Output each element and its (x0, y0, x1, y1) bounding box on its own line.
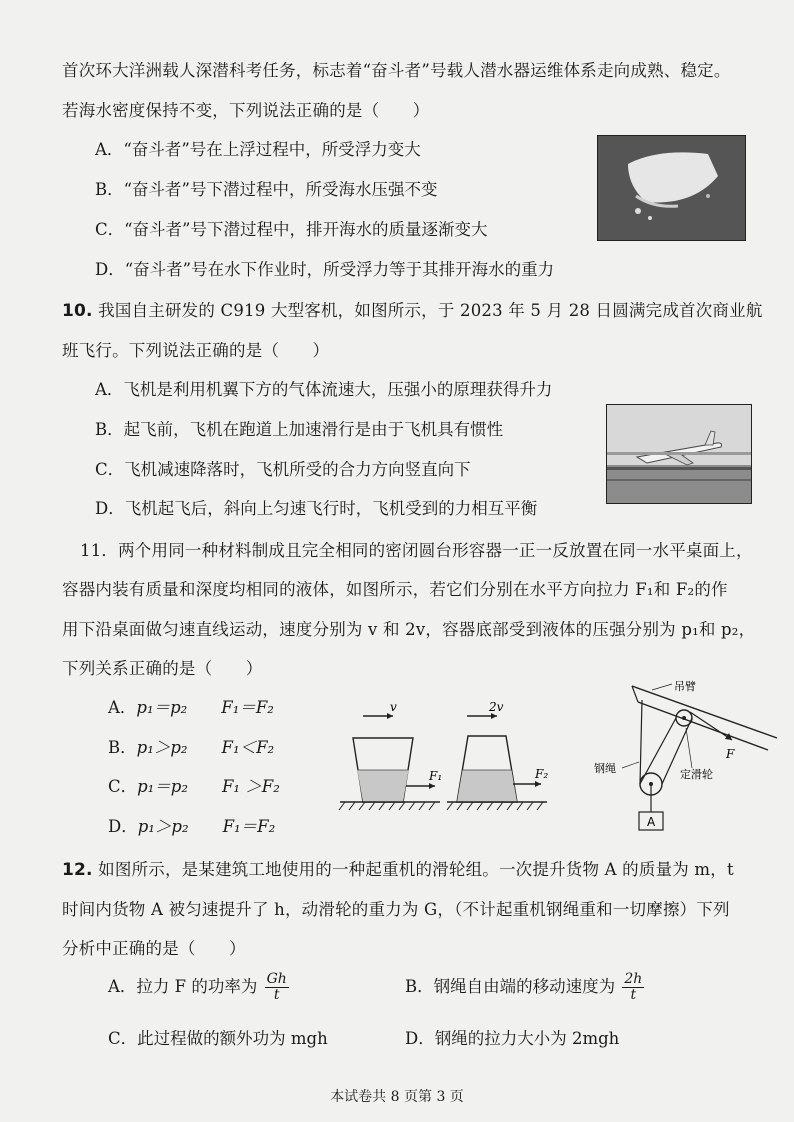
q10-text1: 我国自主研发的 C919 大型客机，如图所示，于 2023 年 5 月 28 日圆满完成首次商业航 (98, 301, 763, 320)
q12-option-b-text: B．钢绳自由端的移动速度为 (405, 977, 616, 996)
q12-line1 (62, 856, 734, 880)
q12-line3: 分析中正确的是（ ） (62, 939, 246, 958)
q12-option-b-numerator: 2h (624, 971, 643, 987)
containers-figure (335, 700, 575, 818)
q12-option-a-numerator: Gh (266, 971, 287, 987)
force-label-1: F₁ (429, 769, 443, 783)
q11-option-a-f: F₁＝F₂ (221, 698, 274, 717)
q9-option-c: C．“奋斗者”号下潜过程中，排开海水的质量逐渐变大 (95, 220, 488, 239)
q11-line3: 用下沿桌面做匀速直线运动，速度分别为 v 和 2v，容器底部受到液体的压强分别为 p₁和 p₂， (62, 620, 756, 639)
aircraft-illustration (607, 405, 751, 503)
q11-option-c-p: p₁＝p₂ (137, 777, 188, 796)
q12-option-b-denominator: t (630, 987, 637, 1003)
q10-number: 10. (62, 301, 93, 321)
boom-label: 吊臂 (674, 680, 696, 693)
velocity-label-2: 2v (489, 700, 504, 714)
q11-line2: 容器内装有质量和深度均相同的液体，如图所示，若它们分别在水平方向拉力 F₁和 F₂的作 (62, 580, 728, 599)
q11-option-a (108, 694, 274, 718)
q11-option-d (108, 813, 275, 837)
q10-option-c: C．飞机减速降落时，飞机所受的合力方向竖直向下 (95, 460, 471, 479)
q11-line1: 11．两个用同一种材料制成且完全相同的密闭圆台形容器一正一反放置在同一水平桌面上， (80, 541, 753, 560)
q11-option-d-f: F₁＝F₂ (222, 817, 276, 836)
aircraft-photo (606, 404, 752, 504)
q11-line4: 下列关系正确的是（ ） (62, 659, 263, 678)
velocity-label-1: v (390, 700, 397, 714)
q12-option-a-fraction (265, 972, 289, 1003)
force-f-label: F (726, 747, 735, 761)
rope-label: 钢绳 (594, 762, 616, 775)
q12-option-a-denominator: t (273, 987, 280, 1003)
q9-option-a: A．“奋斗者”号在上浮过程中，所受浮力变大 (95, 140, 421, 159)
q11-option-d-p: p₁＞p₂ (137, 817, 189, 836)
q10-option-a: A．飞机是利用机翼下方的气体流速大，压强小的原理获得升力 (95, 380, 553, 399)
q9-line1: 首次环大洋洲载人深潜科考任务，标志着“奋斗者”号载人潜水器运维体系走向成熟、稳定。 (62, 61, 731, 80)
q12-number: 12. (62, 860, 93, 880)
q12-option-a-text: A．拉力 F 的功率为 (108, 977, 258, 996)
submersible-illustration (598, 136, 745, 240)
q11-option-a-label: A． (108, 698, 137, 717)
q11-option-d-label: D． (108, 817, 138, 836)
liquid-1 (357, 770, 408, 802)
q11-option-c (108, 773, 280, 797)
q12-option-c: C．此过程做的额外功为 mgh (108, 1029, 328, 1048)
q12-line2: 时间内货物 A 被匀速提升了 h，动滑轮的重力为 G，（不计起重机钢绳重和一切摩擦）下列 (62, 900, 730, 919)
q11-option-a-p: p₁＝p₂ (136, 698, 188, 717)
q10-option-b: B．起飞前，飞机在跑道上加速滑行是由于飞机具有惯性 (95, 420, 504, 439)
q11-option-b-f: F₁＜F₂ (221, 738, 275, 757)
q11-option-c-f: F₁ ＞F₂ (221, 777, 280, 796)
q12-option-d: D．钢绳的拉力大小为 2mgh (405, 1029, 620, 1048)
free-end-rope (690, 712, 732, 740)
q12-text1: 如图所示，是某建筑工地使用的一种起重机的滑轮组。一次提升货物 A 的质量为 m，t (98, 860, 734, 879)
q10-option-d: D．飞机起飞后，斜向上匀速飞行时，飞机受到的力相互平衡 (95, 499, 538, 518)
q11-option-b-p: p₁＞p₂ (136, 738, 188, 757)
load-a-label: A (647, 815, 656, 829)
q9-option-b: B．“奋斗者”号下潜过程中，所受海水压强不变 (95, 180, 438, 199)
force-label-2: F₂ (535, 767, 549, 781)
q12-option-b (405, 972, 646, 1003)
q10-line2: 班飞行。下列说法正确的是（ ） (62, 341, 330, 360)
page-footer: 本试卷共 8 页第 3 页 (330, 1089, 464, 1105)
fixed-pulley-label: 定滑轮 (680, 768, 713, 781)
q11-option-b-label: B． (108, 738, 137, 757)
q11-option-c-label: C． (108, 777, 138, 796)
submersible-photo (597, 135, 746, 241)
liquid-2 (457, 770, 517, 802)
q12-option-b-fraction (622, 972, 644, 1003)
q9-line2: 若海水密度保持不变，下列说法正确的是（ ） (62, 101, 430, 120)
crane-pulley-figure (592, 680, 782, 832)
q12-option-a (108, 972, 291, 1003)
q9-option-d: D．“奋斗者”号在水下作业时，所受浮力等于其排开海水的重力 (95, 260, 555, 279)
q10-line1 (62, 297, 763, 321)
crane-boom (632, 686, 777, 738)
q11-option-b (108, 734, 274, 758)
